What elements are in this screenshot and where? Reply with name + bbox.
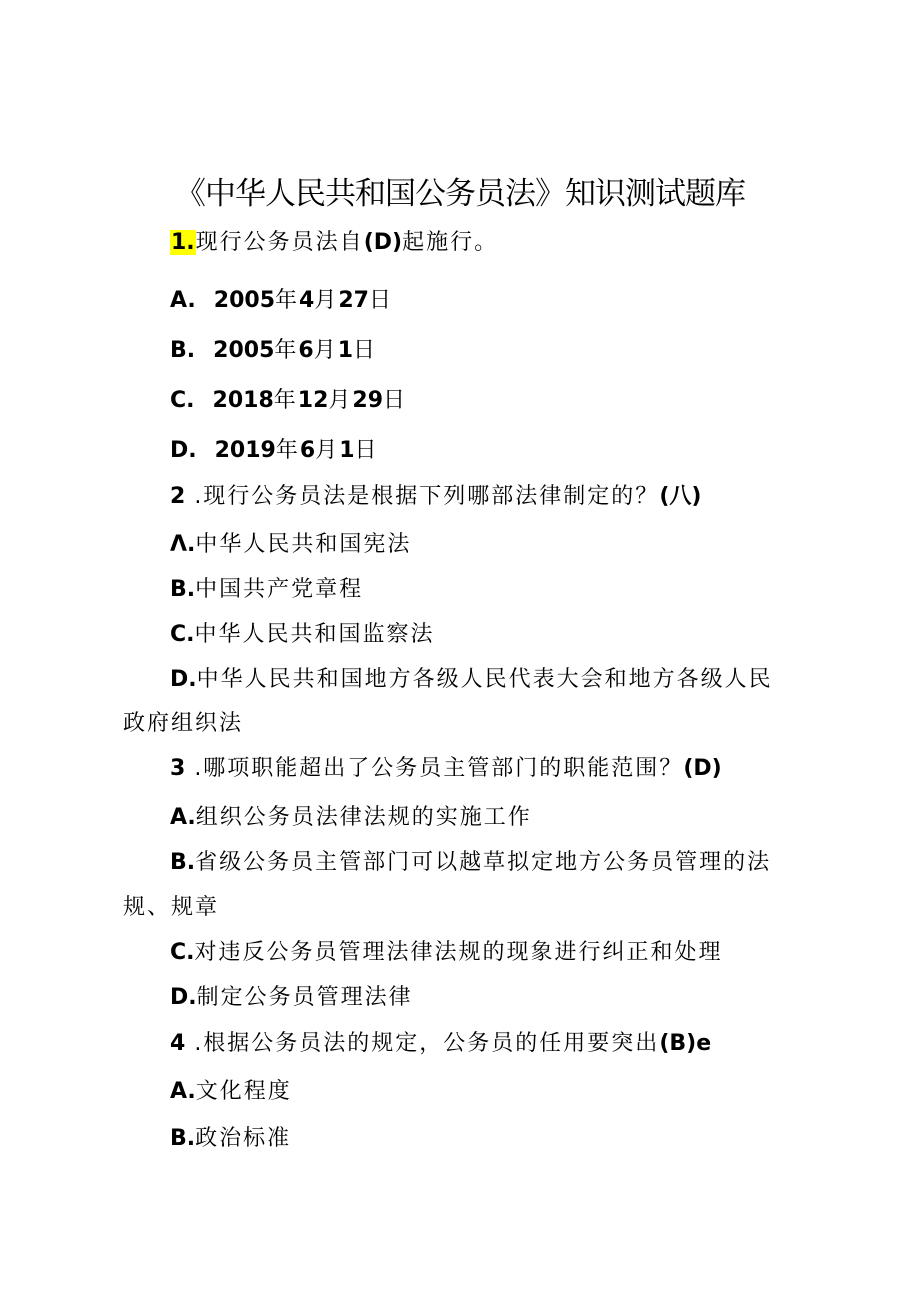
question-answer: (八) (659, 484, 702, 509)
document-title: 《中华人民共和国公务员法》知识测试题库 (175, 176, 745, 212)
option-year: 2018 (212, 388, 274, 413)
option-d (170, 665, 773, 695)
option-text: 组织公务员法律法规的实施工作 (195, 805, 532, 830)
option-month: 12 (297, 388, 329, 413)
option-month: 6 (298, 338, 314, 363)
option-a (170, 1077, 292, 1107)
option-b (170, 1124, 291, 1154)
option-day: 27 (338, 288, 369, 313)
question-text: .现行公务员法是根据下列哪部法律制定的？ (194, 484, 660, 509)
option-d (170, 436, 379, 466)
option-text: 制定公务员管理法律 (196, 985, 413, 1010)
option-c (170, 386, 407, 416)
question-answer: (D) (363, 230, 403, 255)
option-month: 6 (299, 438, 316, 463)
option-letter: D. (170, 667, 197, 692)
question-text: .哪项职能超出了公务员主管部门的职能范围？ (194, 756, 684, 781)
option-letter: C. (170, 940, 195, 965)
option-text: 中华人民共和国地方各级人民代表大会和地方各级人民 (196, 667, 773, 692)
option-month-unit: 月 (313, 338, 338, 363)
option-text: 中国共产党章程 (195, 577, 364, 602)
option-letter: A. (170, 1079, 196, 1104)
question-text-end: 起施行。 (402, 230, 499, 255)
option-year-unit: 年 (273, 388, 298, 413)
option-a (170, 803, 532, 833)
option-a (170, 530, 411, 560)
option-letter: B. (170, 850, 196, 875)
question-number: 3 (170, 756, 186, 781)
option-day-unit: 日 (383, 388, 408, 413)
option-letter: Λ. (170, 532, 196, 557)
option-year: 2005 (213, 338, 275, 363)
option-b (170, 336, 377, 366)
option-b-continued: 规、规章 (123, 895, 220, 920)
question-4 (170, 1029, 711, 1059)
option-day: 1 (337, 338, 354, 363)
option-text: 中华人民共和国监察法 (194, 622, 435, 647)
option-letter: B. (170, 1126, 196, 1151)
option-year-unit: 年 (275, 288, 300, 313)
option-month-unit: 月 (328, 388, 353, 413)
option-d (170, 983, 413, 1013)
question-number: 1. (171, 230, 195, 255)
option-year: 2005 (213, 288, 276, 313)
option-year-unit: 年 (274, 338, 299, 363)
option-b (170, 848, 771, 878)
option-letter: C. (170, 622, 195, 647)
question-text: 现行公务员法自 (195, 230, 364, 255)
option-year: 2019 (214, 438, 276, 463)
option-d-continued: 政府组织法 (123, 711, 244, 736)
option-day-unit: 日 (353, 338, 378, 363)
question-number: 2 (170, 484, 186, 509)
option-year-unit: 年 (275, 438, 300, 463)
option-letter: D. (170, 985, 197, 1010)
question-1 (170, 228, 498, 258)
question-answer: (D) (683, 756, 722, 781)
option-month-unit: 月 (314, 288, 339, 313)
option-letter: A. (170, 288, 196, 313)
option-letter: B. (170, 577, 196, 602)
option-day: 29 (352, 388, 384, 413)
question-2 (170, 482, 701, 512)
question-number: 4 (170, 1031, 186, 1056)
option-letter: A. (170, 805, 196, 830)
option-month-unit: 月 (315, 438, 340, 463)
option-letter: C. (170, 388, 195, 413)
option-letter: B. (170, 338, 196, 363)
option-month: 4 (299, 288, 315, 313)
option-text: 省级公务员主管部门可以越草拟定地方公务员管理的法 (195, 850, 772, 875)
option-c (170, 620, 435, 650)
option-day-unit: 日 (354, 438, 379, 463)
option-text: 对违反公务员管理法律法规的现象进行纠正和处理 (194, 940, 723, 965)
option-b (170, 575, 363, 605)
option-letter: D. (170, 438, 197, 463)
option-text: 政治标准 (195, 1126, 292, 1151)
question-3 (170, 754, 722, 784)
option-day: 1 (339, 438, 355, 463)
option-a (170, 286, 393, 316)
question-answer: (B)e (659, 1031, 712, 1056)
question-text: .根据公务员法的规定，公务员的任用要突出 (194, 1031, 660, 1056)
option-text: 中华人民共和国宪法 (195, 532, 412, 557)
option-day-unit: 日 (369, 288, 394, 313)
option-text: 文化程度 (195, 1079, 292, 1104)
option-c (170, 938, 723, 968)
